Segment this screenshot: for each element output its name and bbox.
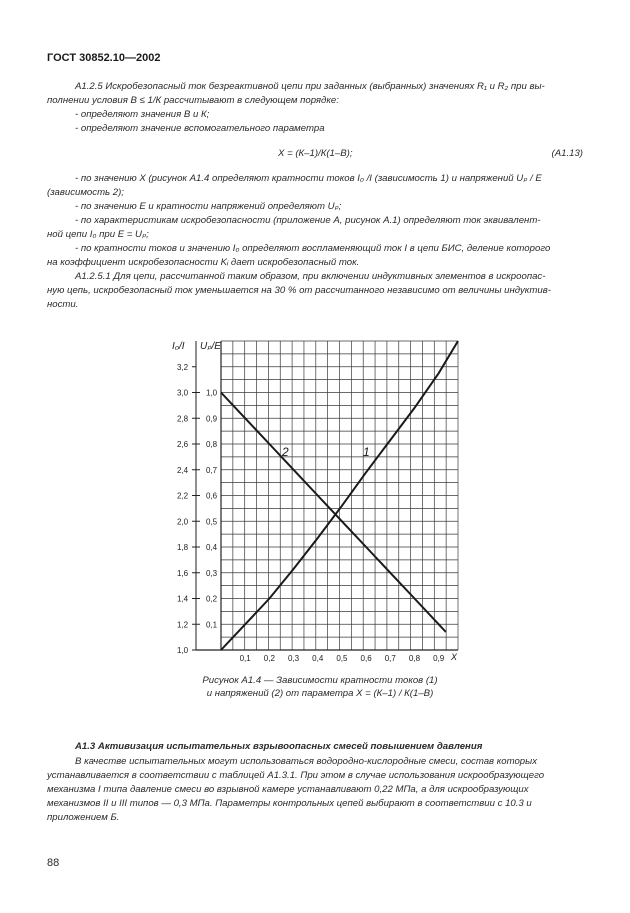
y-right-tick-label: 0,4 (206, 543, 218, 552)
list-item: - определяют значение вспомогательного параметра (75, 123, 325, 134)
formula: X = (К–1)/К(1–В); (278, 148, 353, 159)
y-right-tick-label: 0,6 (206, 491, 218, 501)
y-right-tick-label: 0,3 (206, 568, 218, 578)
list-item-cont: (зависимость 2); (47, 187, 124, 198)
series-line-1 (221, 341, 458, 650)
y-left-tick-label: 1,0 (177, 646, 189, 655)
y-left-tick-label: 1,4 (177, 594, 189, 604)
chart-series (221, 341, 458, 650)
paragraph-line: ную цепь, искробезопасный ток уменьшается на 30 % от рассчитанного независимо от величины индуктив- (47, 285, 551, 296)
chart-axes (196, 341, 458, 650)
paragraph-line: устанавливается в соответствии с таблицей А1.3.1. При этом в случае использования искрообразующего (47, 770, 545, 781)
y-right-tick-label: 0,5 (206, 517, 218, 527)
y-left-tick-label: 1,2 (177, 620, 189, 630)
y-left-tick-label: 2,4 (177, 465, 189, 475)
list-item: - по кратности токов и значению I₀ определяют воспламеняющий ток I в цепи БИС, деление которого (75, 243, 551, 254)
list-item: - определяют значения В и К; (75, 109, 210, 120)
y-left-tick-label: 2,8 (177, 414, 189, 424)
paragraph-line: приложением Б. (47, 812, 120, 823)
page-number: 88 (47, 857, 60, 869)
paragraph-line: полнении условия В ≤ 1/К рассчитывают в следующем порядке: (47, 95, 339, 106)
list-item-cont: ной цепи I₀ при Е = Uₚ; (47, 229, 149, 240)
y-left-tick-label: 2,0 (177, 517, 189, 527)
x-axis-label: X (451, 652, 458, 662)
figure-caption-line2: и напряжений (2) от параметра X = (К–1) / К(1–В) (206, 688, 434, 699)
y-right-tick-label: 1,0 (206, 388, 218, 398)
x-tick-label: 0,4 (312, 654, 324, 663)
y-right-tick-label: 0,1 (206, 620, 218, 630)
y-left-tick-label: 3,2 (177, 362, 189, 372)
y-right-tick-label: 0,7 (206, 465, 218, 475)
paragraph-line: А1.2.5.1 Для цепи, рассчитанной таким образом, при включении индуктивных элементов в искроопас- (75, 271, 546, 282)
paragraph-line: А1.2.5 Искробезопасный ток безреактивной цепи при заданных (выбранных) значениях R₁ и R₂ при вы- (75, 81, 545, 92)
list-item: - по значению X (рисунок А1.4 определяют кратности токов I₀ /I (зависимость 1) и напряжений Uₚ / Е (75, 173, 542, 184)
y-left-tick-label: 1,8 (177, 543, 189, 552)
y-axis-label-right: Uₚ/E (200, 341, 221, 352)
paragraph-line: ности. (47, 299, 79, 310)
x-tick-label: 0,5 (336, 654, 348, 663)
x-tick-label: 0,7 (384, 654, 396, 663)
chart-ticks (177, 363, 445, 663)
y-left-tick-label: 1,6 (177, 568, 189, 578)
x-tick-label: 0,6 (360, 654, 372, 663)
y-left-tick-label: 2,2 (177, 491, 189, 501)
document-header: ГОСТ 30852.10—2002 (47, 52, 161, 64)
x-tick-label: 0,8 (408, 654, 421, 663)
y-axis-label-left: I₀/I (172, 341, 185, 352)
chart-grid (221, 341, 458, 650)
paragraph-line: В качестве испытательных могут использоваться водородно-кислородные смеси, состав которых (75, 756, 537, 767)
list-item: - по значению Е и кратности напряжений определяют Uₚ; (75, 201, 342, 212)
y-right-tick-label: 0,8 (206, 440, 218, 449)
paragraph-line: механизмов II и III типов — 0,3 МПа. Параметры контрольных цепей выбирают в соответствии с 10.3 и (47, 798, 532, 809)
figure-caption-line1: Рисунок А1.4 — Зависимости кратности токов (1) (202, 675, 438, 686)
list-item-cont: на коэффициент искробезопасности Kᵢ дает искробезопасный ток. (47, 257, 360, 268)
x-tick-label: 0,2 (263, 654, 275, 663)
series-label-1: 1 (363, 445, 370, 459)
list-item: - по характеристикам искробезопасности (приложение А, рисунок А.1) определяют ток эквивалент- (75, 215, 541, 226)
series-line-2 (221, 393, 446, 633)
y-right-tick-label: 0,2 (206, 594, 218, 604)
section-title: А1.3 Активизация испытательных взрывоопасных смесей повышением давления (75, 741, 483, 752)
y-right-tick-label: 0,9 (206, 414, 218, 424)
y-left-tick-label: 2,6 (177, 440, 189, 449)
x-tick-label: 0,1 (239, 654, 251, 663)
formula-number: (А1.13) (551, 148, 583, 159)
paragraph-line: механизма I типа давление смеси во взрывной камере устанавливают 0,22 МПа, а для искрообразующих (47, 784, 529, 795)
series-label-2: 2 (282, 445, 289, 459)
x-tick-label: 0,9 (433, 654, 445, 663)
y-left-tick-label: 3,0 (177, 388, 189, 398)
x-tick-label: 0,3 (287, 654, 300, 663)
